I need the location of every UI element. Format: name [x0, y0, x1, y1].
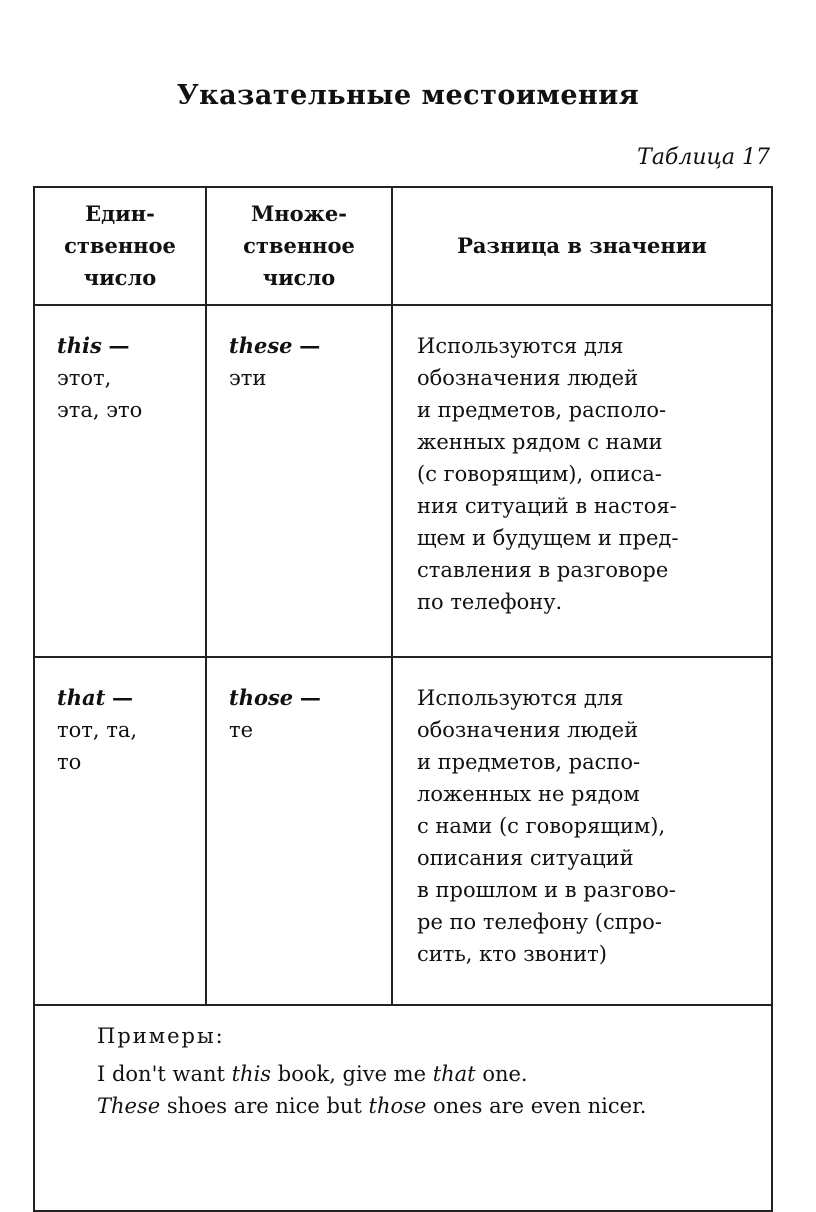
meaning-line: ния ситуаций в настоя-: [417, 494, 677, 518]
header-plural-line: ственное: [243, 233, 355, 258]
meaning-line: описания ситуаций: [417, 846, 634, 870]
meaning-line: обозначения людей: [417, 366, 639, 390]
cell-plural-those: [206, 657, 392, 1005]
meaning-line: Используются для: [417, 686, 624, 710]
example-emphasis: that: [432, 1062, 476, 1086]
header-singular-line: Един-: [85, 201, 155, 226]
header-singular-line: ственное: [64, 233, 176, 258]
pronouns-table-container: [33, 186, 771, 1212]
examples-row: [34, 1005, 772, 1211]
meaning-line: и предметов, располо-: [417, 398, 667, 422]
english-word-this: this: [57, 333, 102, 358]
example-emphasis: those: [368, 1094, 427, 1118]
example-text: shoes are nice but: [160, 1094, 369, 1118]
table-header-row: [34, 187, 772, 305]
meaning-line: женных рядом с нами: [417, 430, 663, 454]
english-word-these: these: [229, 333, 293, 358]
example-sentence-1: [53, 1058, 751, 1090]
dash: —: [299, 333, 321, 358]
meaning-line: ре по телефону (спро-: [417, 910, 662, 934]
meaning-line: ставления в разговоре: [417, 558, 669, 582]
russian-translation-line: то: [57, 750, 82, 774]
meaning-line: сить, кто звонит): [417, 942, 607, 966]
english-word-those: those: [229, 685, 294, 710]
russian-translation-line: эти: [229, 366, 267, 390]
header-plural: [206, 187, 392, 305]
header-meaning: Разница в значении: [392, 187, 772, 305]
english-word-that: that: [57, 685, 106, 710]
russian-translation-line: тот, та,: [57, 718, 138, 742]
table-row-that-those: [34, 657, 772, 1005]
header-singular-line: число: [83, 265, 157, 290]
meaning-line: по телефону.: [417, 590, 563, 614]
meaning-line: щем и будущем и пред-: [417, 526, 679, 550]
table-number-label: Таблица 17: [637, 145, 770, 170]
example-text: one.: [475, 1062, 528, 1086]
meaning-line: с нами (с говорящим),: [417, 814, 666, 838]
cell-singular-this: [34, 305, 206, 657]
meaning-line: ложенных не рядом: [417, 782, 640, 806]
dash: —: [108, 333, 130, 358]
cell-meaning-that-those: [392, 657, 772, 1005]
meaning-line: обозначения людей: [417, 718, 639, 742]
examples-cell: [34, 1005, 772, 1211]
cell-singular-that: [34, 657, 206, 1005]
example-text: I don't want: [97, 1062, 232, 1086]
header-plural-line: число: [262, 265, 336, 290]
meaning-line: Используются для: [417, 334, 624, 358]
page-title: Указательные местоимения: [176, 80, 640, 111]
russian-translation-line: те: [229, 718, 254, 742]
meaning-line: и предметов, распо-: [417, 750, 641, 774]
cell-meaning-this-these: [392, 305, 772, 657]
dash: —: [299, 685, 321, 710]
example-emphasis: These: [97, 1094, 161, 1118]
demonstrative-pronouns-table: [33, 186, 773, 1212]
example-text: ones are even nicer.: [426, 1094, 647, 1118]
header-plural-line: Множе-: [251, 201, 347, 226]
example-sentence-2: [53, 1090, 751, 1122]
header-singular: [34, 187, 206, 305]
table-row-this-these: [34, 305, 772, 657]
dash: —: [111, 685, 133, 710]
russian-translation-line: этот,: [57, 366, 112, 390]
russian-translation-line: эта, это: [57, 398, 143, 422]
cell-plural-these: [206, 305, 392, 657]
example-emphasis: this: [231, 1062, 272, 1086]
examples-heading: Примеры:: [97, 1024, 225, 1048]
example-text: book, give me: [271, 1062, 433, 1086]
meaning-line: в прошлом и в разгово-: [417, 878, 676, 902]
meaning-line: (с говорящим), описа-: [417, 462, 662, 486]
